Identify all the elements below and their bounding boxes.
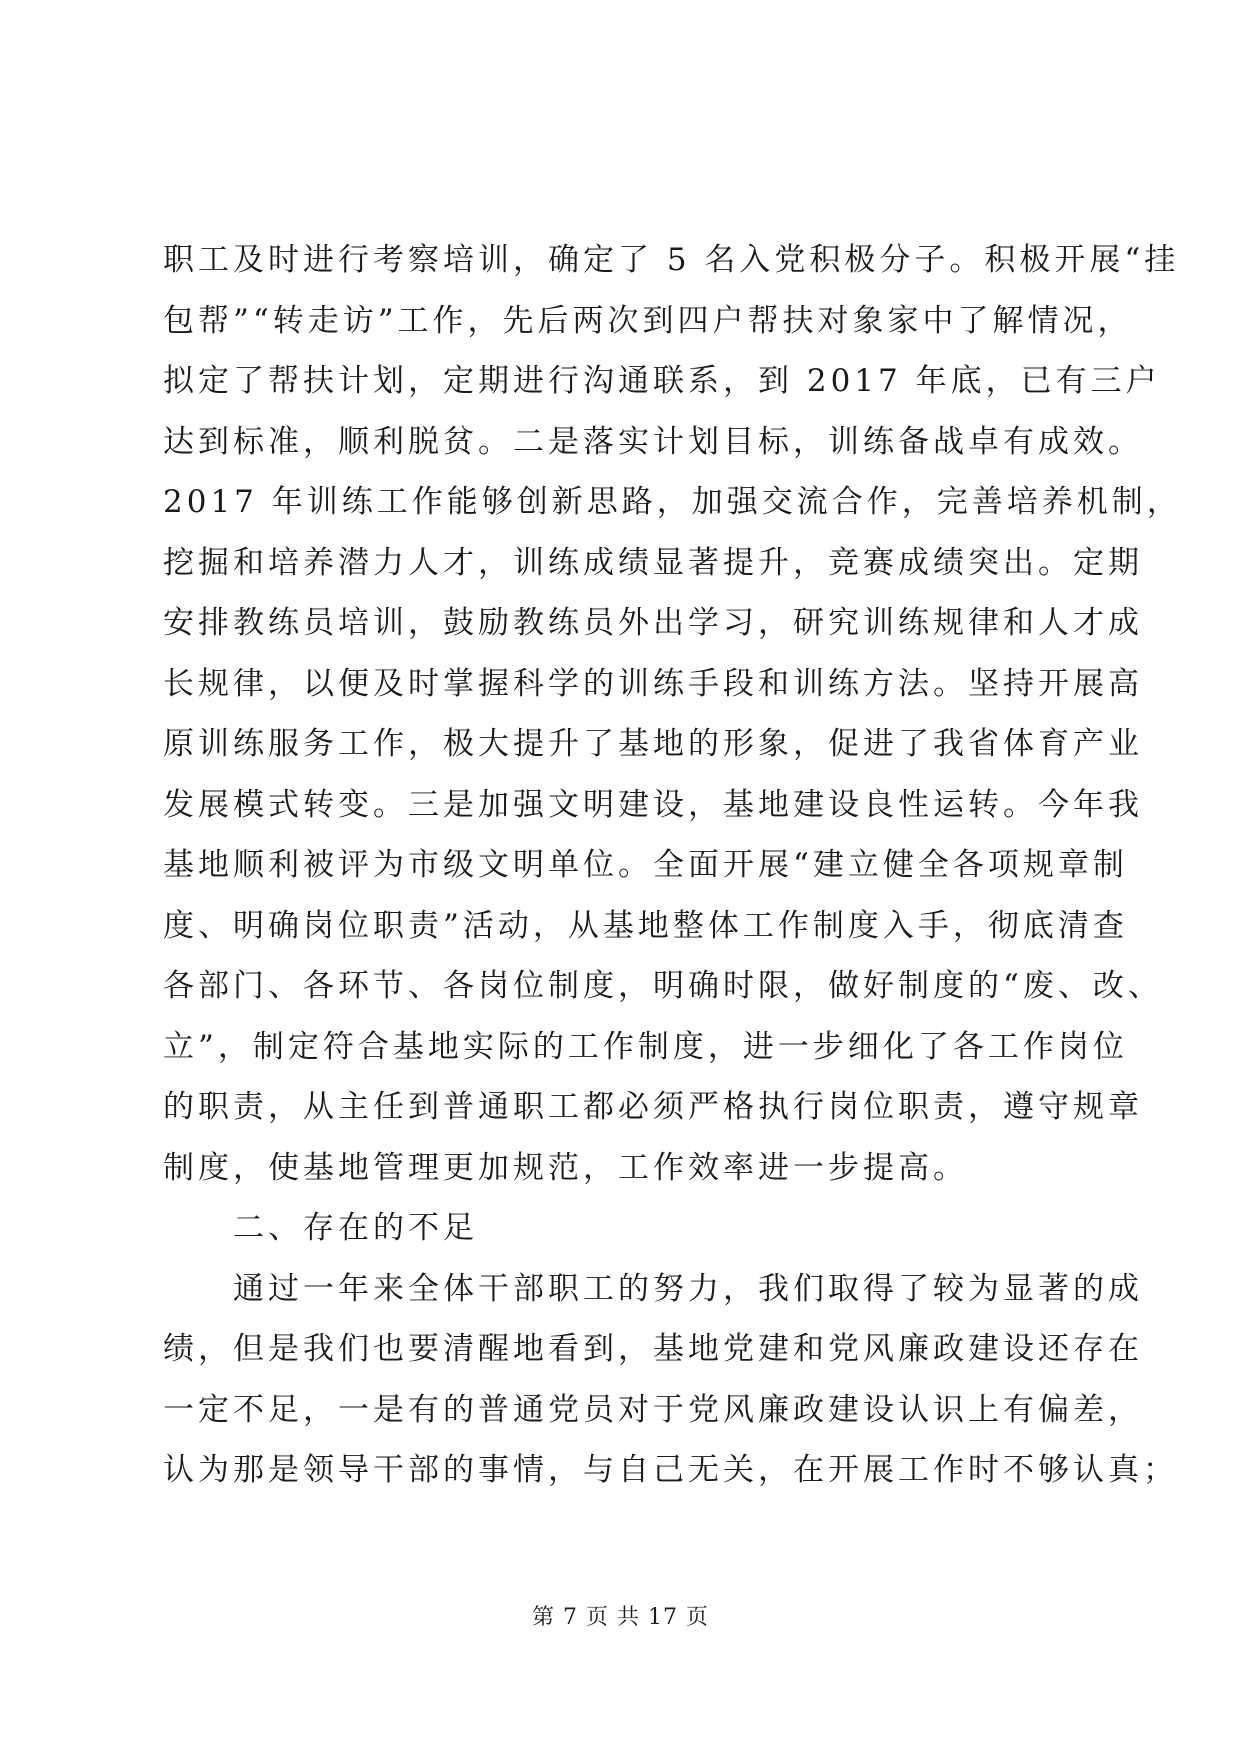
paragraph-1-line: 各部门、各环节、各岗位制度，明确时限，做好制度的“废、改、 [163,968,1163,1004]
paragraph-1-line: 长规律，以便及时掌握科学的训练手段和训练方法。坚持开展高 [163,665,1143,702]
paragraph-1-line: 发展模式转变。三是加强文明建设，基地建设良性运转。今年我 [163,786,1143,823]
paragraph-1-line: 安排教练员培训，鼓励教练员外出学习，研究训练规律和人才成 [163,605,1143,641]
paragraph-1-line: 包帮”“转走访”工作，先后两次到四户帮扶对象家中了解情况， [163,302,1133,339]
paragraph-2-line: 绩，但是我们也要清醒地看到，基地党建和党风廉政建设还存在 [163,1331,1143,1367]
paragraph-2-line: 认为那是领导干部的事情，与自己无关，在开展工作时不够认真； [163,1452,1178,1488]
section-heading: 二、存在的不足 [233,1210,478,1246]
paragraph-1-line: 2017 年训练工作能够创新思路，加强交流合作，完善培养机制， [163,484,1182,520]
paragraph-1-line: 的职责，从主任到普通职工都必须严格执行岗位职责，遵守规章 [163,1089,1143,1125]
paragraph-1-line: 立”，制定符合基地实际的工作制度，进一步细化了各工作岗位 [163,1028,1128,1065]
paragraph-1-line: 制度，使基地管理更加规范，工作效率进一步提高。 [163,1149,968,1186]
page-number-footer: 第 7 页 共 17 页 [532,1605,709,1630]
paragraph-1-line: 原训练服务工作，极大提升了基地的形象，促进了我省体育产业 [163,726,1143,762]
paragraph-1-line: 基地顺利被评为市级文明单位。全面开展“建立健全各项规章制 [163,847,1128,883]
paragraph-1-line: 度、明确岗位职责”活动，从基地整体工作制度入手，彻底清查 [163,907,1128,944]
paragraph-2-line: 通过一年来全体干部职工的努力，我们取得了较为显著的成 [233,1270,1143,1307]
paragraph-2-line: 一定不足，一是有的普通党员对于党风廉政建设认识上有偏差， [163,1391,1143,1428]
paragraph-1-line: 挖掘和培养潜力人才，训练成绩显著提升，竞赛成绩突出。定期 [163,544,1143,581]
paragraph-1-line: 达到标准，顺利脱贫。二是落实计划目标，训练备战卓有成效。 [163,423,1143,460]
paragraph-1-line: 拟定了帮扶计划，定期进行沟通联系，到 2017 年底，已有三户 [163,363,1161,399]
document-body [163,230,1182,1501]
paragraph-1-line: 职工及时进行考察培训，确定了 5 名入党积极分子。积极开展“挂 [163,242,1180,278]
